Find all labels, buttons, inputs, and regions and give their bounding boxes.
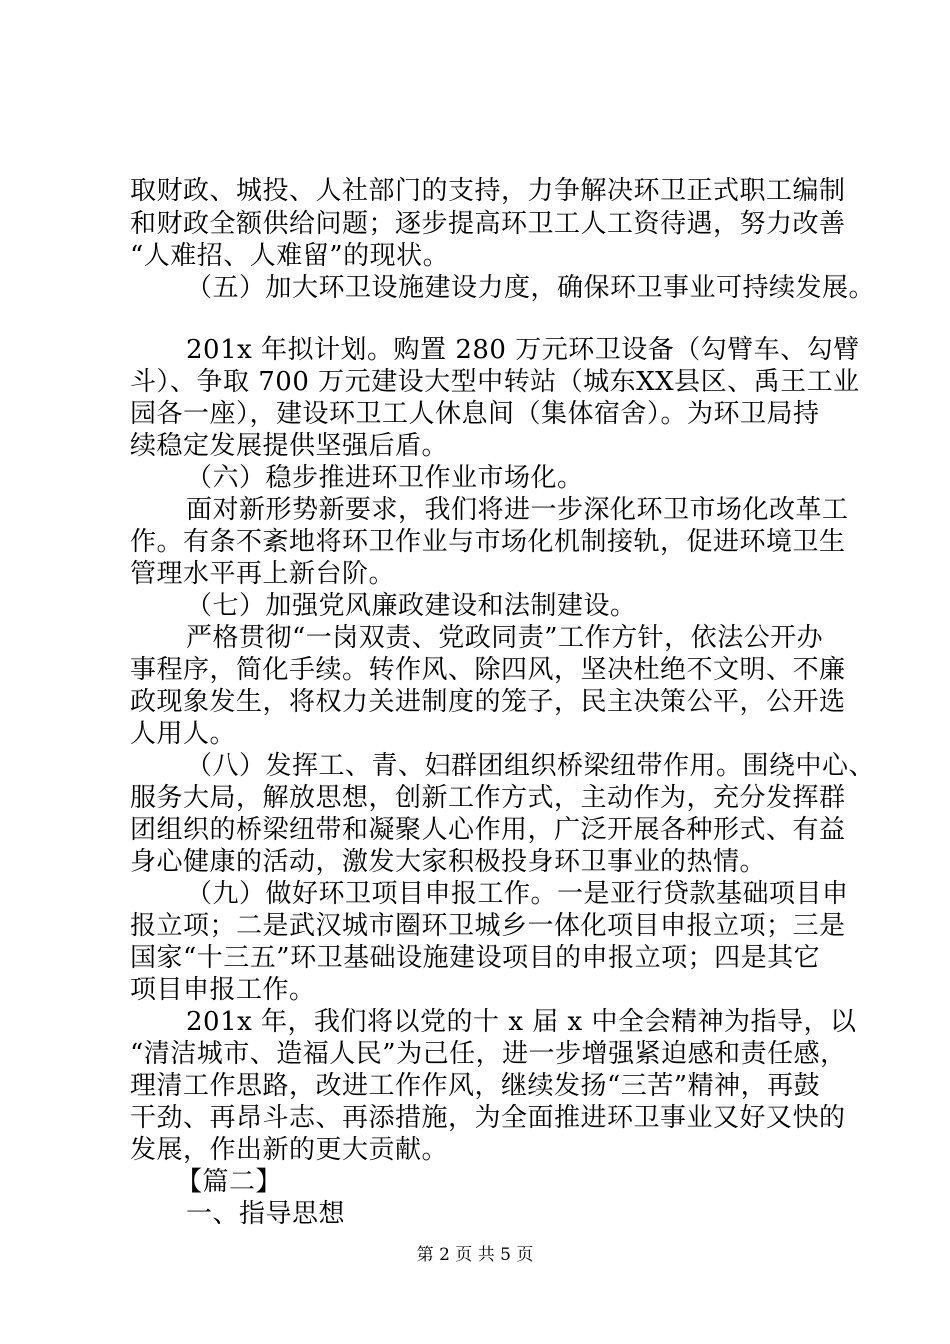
body-text-line: 201x 年拟计划。购置 280 万元环卫设备（勾臂车、勾臂 xyxy=(186,335,860,365)
section-heading-six: （六）稳步推进环卫作业市场化。 xyxy=(186,463,584,493)
body-text-line: 作。有条不紊地将环卫作业与市场化机制接轨，促进环境卫生 xyxy=(130,527,846,557)
body-text-line: 斗）、争取 700 万元建设大型中转站（城东XX县区、禹王工业 xyxy=(130,367,860,397)
section-heading-five: （五）加大环卫设施建设力度，确保环卫事业可持续发展。 xyxy=(186,273,876,303)
section-heading-nine: （九）做好环卫项目申报工作。一是亚行贷款基础项目申 xyxy=(186,879,849,909)
section-heading-seven: （七）加强党风廉政建设和法制建设。 xyxy=(186,591,637,621)
section-heading-guiding-ideology: 一、指导思想 xyxy=(186,1199,346,1229)
body-text-line: 和财政全额供给问题；逐步提高环卫工人工资待遇，努力改善 xyxy=(130,209,846,239)
body-text-line: 报立项；二是武汉城市圈环卫城乡一体化项目申报立项；三是 xyxy=(130,911,846,941)
body-text-line: 严格贯彻“一岗双责、党政同责”工作方针，依法公开办 xyxy=(186,623,824,653)
body-text-line: 干劲、再昂斗志、再添措施，为全面推进环卫事业又好又快的 xyxy=(130,1103,846,1133)
body-text-line: 取财政、城投、人社部门的支持，力争解决环卫正式职工编制 xyxy=(130,176,846,206)
body-text-line: 国家“十三五”环卫基础设施建设项目的申报立项；四是其它 xyxy=(130,943,821,973)
body-text-line: 园各一座），建设环卫工人休息间（集体宿舍）。为环卫局持 xyxy=(130,399,820,429)
part-heading: 【篇二】 xyxy=(176,1167,283,1197)
body-text-line: “人难招、人难留”的现状。 xyxy=(130,241,450,271)
body-text-line: 管理水平再上新台阶。 xyxy=(130,559,396,589)
body-text-line: 人用人。 xyxy=(130,719,237,749)
body-text-line: 201x 年，我们将以党的十 x 届 x 中全会精神为指导，以 xyxy=(186,1007,857,1037)
body-text-line: 面对新形势新要求，我们将进一步深化环卫市场化改革工 xyxy=(186,495,849,525)
body-text-line: 身心健康的活动，激发大家积极投身环卫事业的热情。 xyxy=(130,847,767,877)
body-text-line: 发展，作出新的更大贡献。 xyxy=(130,1135,449,1165)
body-text-line: 理清工作思路，改进工作作风，继续发扬“三苦”精神，再鼓 xyxy=(130,1071,821,1101)
body-text-line: 政现象发生，将权力关进制度的笼子，民主决策公平，公开选 xyxy=(130,687,846,717)
body-text-line: “清洁城市、造福人民”为己任，进一步增强紧迫感和责任感， xyxy=(130,1039,847,1069)
body-text-line: 团组织的桥梁纽带和凝聚人心作用，广泛开展各种形式、有益 xyxy=(130,815,846,845)
body-text-line: 服务大局，解放思想，创新工作方式，主动作为，充分发挥群 xyxy=(130,783,846,813)
section-heading-eight: （八）发挥工、青、妇群团组织桥梁纽带作用。围绕中心、 xyxy=(186,751,876,781)
body-text-line: 项目申报工作。 xyxy=(130,975,316,1005)
body-text-line: 续稳定发展提供坚强后盾。 xyxy=(130,431,449,461)
page-number-footer: 第 2 页 共 5 页 xyxy=(416,1245,534,1265)
body-text-line: 事程序，简化手续。转作风、除四风，坚决杜绝不文明、不廉 xyxy=(130,655,846,685)
